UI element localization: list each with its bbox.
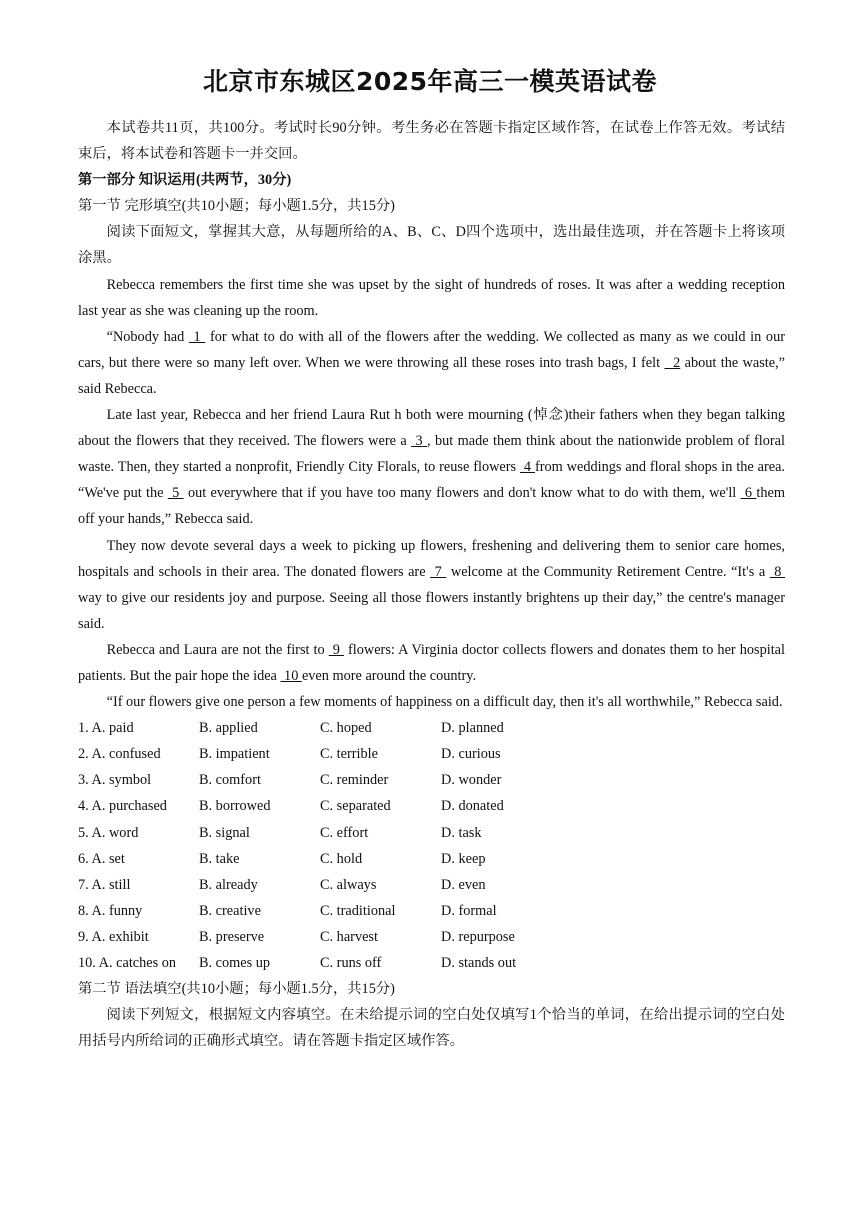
option-row	[78, 898, 785, 924]
passage-text: about the waste,” said Rebecca.	[78, 354, 785, 397]
passage-text: “Nobody had	[106, 328, 189, 345]
option-row	[78, 820, 785, 846]
passage-paragraph	[78, 272, 785, 324]
passage-paragraph	[78, 533, 785, 637]
passage-text: way to give our residents joy and purpose. Seeing all those flowers instantly brightens up their day,” the centre's manager said.	[78, 589, 785, 632]
passage-text: them off your hands,” Rebecca said.	[78, 485, 785, 528]
passage-text: They now devote several days a week to picking up flowers, freshening and delivering them to senior care homes, hospitals and schools in their area. The donated flowers are	[78, 537, 785, 580]
option-choice: B. take	[199, 850, 240, 867]
cloze-blank: 5	[167, 485, 184, 502]
option-row	[78, 872, 785, 898]
option-choice: C. effort	[320, 824, 369, 841]
answer-options	[78, 715, 785, 976]
option-choice: 2. A. confused	[78, 746, 161, 763]
option-choice: C. hoped	[320, 720, 372, 737]
option-choice: B. comes up	[199, 955, 271, 971]
cloze-passage	[78, 272, 785, 716]
cloze-blank: 1	[188, 328, 206, 345]
passage-text: out everywhere that if you have too many flowers and don't know what to do with them, we'll	[183, 485, 741, 502]
section1-heading: 第一节 完形填空(共10小题；每小题1.5分，共15分)	[78, 198, 395, 215]
option-choice: C. hold	[320, 850, 363, 867]
option-choice: C. harvest	[320, 928, 378, 945]
option-choice: 8. A. funny	[78, 902, 143, 919]
passage-text: for what to do with all of the flowers after the wedding. We collected as many as we could in our cars, but there were so many left over. When we were throwing all these roses into trash bags, I felt	[78, 328, 785, 371]
option-choice: 7. A. still	[78, 876, 131, 893]
option-choice: C. always	[320, 876, 377, 893]
cloze-blank: 10	[280, 667, 302, 684]
option-choice: 3. A. symbol	[78, 772, 152, 789]
option-choice: D. stands out	[441, 955, 517, 971]
passage-text: from weddings and floral shops in the area. “We've put the	[78, 459, 786, 502]
option-choice: D. formal	[441, 902, 497, 919]
option-choice: B. already	[199, 876, 258, 893]
option-row	[78, 715, 785, 741]
option-row	[78, 767, 785, 793]
section1-directions: 阅读下面短文，掌握其大意，从每题所给的A、B、C、D四个选项中，选出最佳选项，并在答题卡上将该项涂黑。	[78, 224, 785, 267]
passage-text: , but made them think about the nationwide problem of floral waste. Then, they started a nonprofit, Friendly City Florals, to reuse flowers	[78, 433, 785, 476]
option-choice: B. comfort	[199, 772, 261, 789]
passage-text: even more around the country.	[301, 667, 477, 684]
section2-heading: 第二节 语法填空(共10小题；每小题1.5分，共15分)	[78, 981, 395, 998]
option-choice: B. creative	[199, 902, 261, 919]
option-choice: 1. A. paid	[78, 720, 134, 737]
option-choice: D. task	[441, 824, 482, 841]
option-choice: 9. A. exhibit	[78, 928, 149, 945]
passage-paragraph	[78, 689, 785, 715]
option-row	[78, 741, 785, 767]
option-choice: 6. A. set	[78, 850, 125, 867]
cloze-blank: 4	[520, 459, 535, 476]
exam-body	[78, 115, 785, 1054]
passage-text: welcome at the Community Retirement Centre. “It's a	[446, 563, 770, 580]
option-choice: D. even	[441, 876, 486, 893]
option-choice: C. runs off	[320, 955, 382, 971]
option-choice: 10. A. catches on	[78, 955, 177, 971]
option-choice: D. donated	[441, 798, 504, 815]
option-choice: 4. A. purchased	[78, 798, 167, 815]
section2-directions: 阅读下列短文，根据短文内容填空。在未给提示词的空白处仅填写1个恰当的单词，在给出提示词的空白处用括号内所给词的正确形式填空。请在答题卡指定区域作答。	[78, 1007, 785, 1050]
option-choice: C. traditional	[320, 902, 396, 919]
cloze-blank: 6	[740, 485, 757, 502]
passage-text: “If our flowers give one person a few moments of happiness on a difficult day, then it's all worthwhile,” Rebecca said.	[106, 694, 783, 711]
option-choice: B. preserve	[199, 928, 265, 945]
option-choice: 5. A. word	[78, 824, 139, 841]
passage-text: Late last year, Rebecca and her friend Laura Rut h both were mourning (悼念)their fathers when they began talking about the flowers that they received. The flowers were a	[78, 407, 785, 450]
option-row	[78, 846, 785, 872]
option-choice: B. applied	[199, 720, 258, 737]
cloze-blank: 9	[328, 641, 344, 658]
cloze-blank: 2	[664, 354, 681, 371]
passage-paragraph	[78, 324, 785, 402]
option-choice: B. signal	[199, 824, 250, 841]
option-choice: B. impatient	[199, 746, 270, 763]
option-choice: D. repurpose	[441, 928, 515, 945]
passage-text: Rebecca remembers the first time she was upset by the sight of hundreds of roses. It was after a wedding reception last year as she was cleaning up the room.	[78, 276, 785, 319]
passage-paragraph	[78, 637, 785, 689]
page-title: 北京市东城区2025年高三一模英语试卷	[202, 67, 658, 96]
part1-heading: 第一部分 知识运用(共两节，30分)	[78, 172, 292, 189]
option-choice: D. curious	[441, 746, 501, 763]
cloze-blank: 3	[411, 433, 427, 450]
exam-instructions: 本试卷共11页，共100分。考试时长90分钟。考生务必在答题卡指定区域作答，在试卷上作答无效。考试结束后，将本试卷和答题卡一并交回。	[78, 120, 785, 163]
option-row	[78, 793, 785, 819]
option-choice: D. keep	[441, 850, 486, 867]
cloze-blank: 7	[430, 563, 447, 580]
option-choice: C. terrible	[320, 746, 378, 763]
cloze-blank: 8	[769, 563, 786, 580]
option-row	[78, 950, 785, 976]
option-row	[78, 924, 785, 950]
option-choice: B. borrowed	[199, 798, 271, 815]
passage-text: flowers: A Virginia doctor collects flowers and donates them to her hospital patients. But the pair hope the idea	[78, 641, 785, 684]
passage-text: Rebecca and Laura are not the first to	[106, 641, 329, 658]
option-choice: C. reminder	[320, 772, 389, 789]
option-choice: C. separated	[320, 798, 391, 815]
option-choice: D. wonder	[441, 772, 502, 789]
option-choice: D. planned	[441, 720, 504, 737]
passage-paragraph	[78, 402, 785, 532]
